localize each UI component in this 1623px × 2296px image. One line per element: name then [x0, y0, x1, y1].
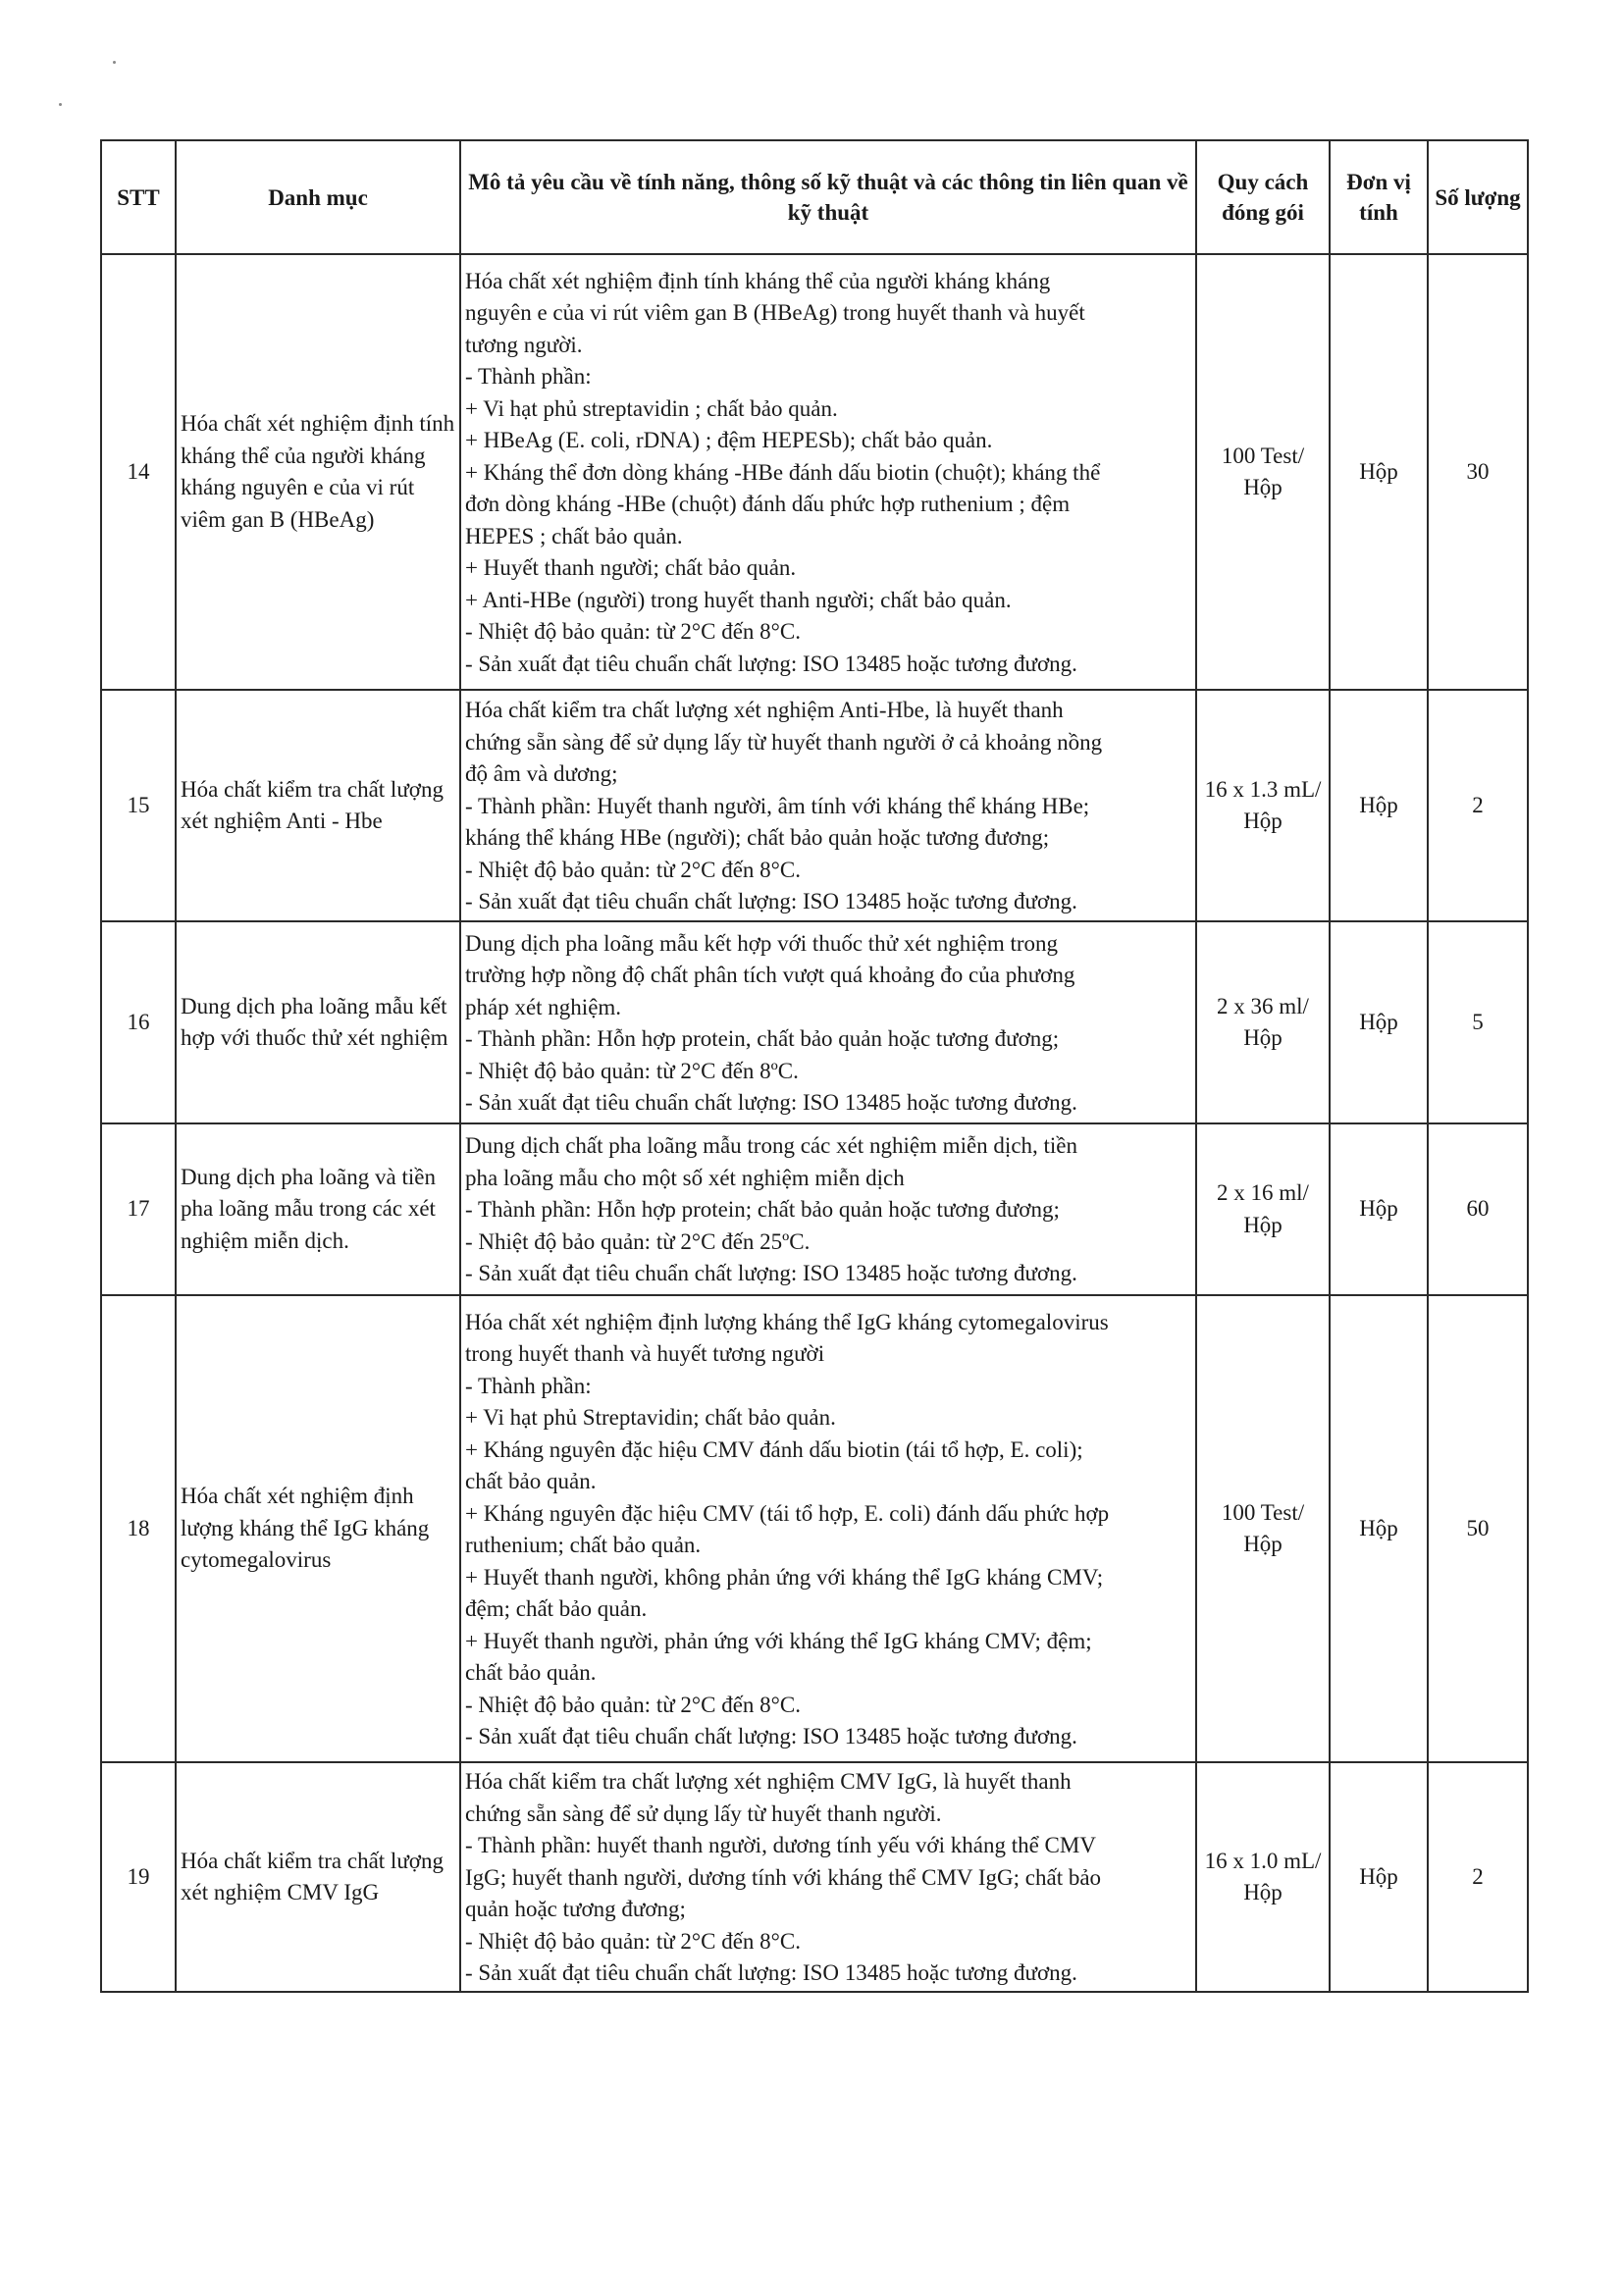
row-description: [460, 1762, 1196, 1992]
description-line: Hóa chất kiểm tra chất lượng xét nghiệm CMV IgG, là huyết thanh: [465, 1769, 1072, 1795]
scan-artifact: [59, 103, 62, 106]
row-packaging: 16 x 1.0 mL/ Hộp: [1196, 1762, 1330, 1992]
row-stt: 19: [101, 1762, 176, 1992]
description-line: - Sản xuất đạt tiêu chuẩn chất lượng: ISO 13485 hoặc tương đương.: [465, 889, 1077, 914]
row-unit: Hộp: [1330, 921, 1428, 1123]
description-line: - Thành phần:: [465, 364, 592, 390]
row-unit: Hộp: [1330, 1123, 1428, 1295]
scan-artifact: [113, 61, 116, 64]
description-line: - Nhiệt độ bảo quản: từ 2°C đến 8°C.: [465, 619, 801, 645]
description-line: nguyên e của vi rút viêm gan B (HBeAg) trong huyết thanh và huyết: [465, 300, 1085, 326]
description-line: Dung dịch chất pha loãng mẫu trong các xét nghiệm miễn dịch, tiền: [465, 1133, 1078, 1159]
header-stt: STT: [101, 140, 176, 254]
description-line: pháp xét nghiệm.: [465, 994, 622, 1019]
row-quantity: 50: [1428, 1295, 1528, 1762]
row-item-name: Hóa chất kiểm tra chất lượng xét nghiệm CMV IgG: [176, 1762, 460, 1992]
description-line: Dung dịch pha loãng mẫu kết hợp với thuốc thử xét nghiệm trong: [465, 930, 1059, 956]
description-line: Hóa chất xét nghiệm định tính kháng thể của người kháng kháng: [465, 268, 1051, 293]
description-line: IgG; huyết thanh người, dương tính với kháng thể CMV IgG; chất bảo: [465, 1864, 1102, 1890]
table-row: [101, 690, 1528, 921]
row-item-name: Hóa chất kiểm tra chất lượng xét nghiệm Anti - Hbe: [176, 690, 460, 921]
specification-table: [100, 139, 1529, 1993]
description-line: Hóa chất kiểm tra chất lượng xét nghiệm Anti-Hbe, là huyết thanh: [465, 698, 1064, 723]
row-unit: Hộp: [1330, 254, 1428, 690]
row-stt: 15: [101, 690, 176, 921]
description-line: - Nhiệt độ bảo quản: từ 2°C đến 25ºC.: [465, 1228, 811, 1254]
description-line: - Sản xuất đạt tiêu chuẩn chất lượng: ISO 13485 hoặc tương đương.: [465, 1960, 1077, 1986]
description-line: - Nhiệt độ bảo quản: từ 2°C đến 8°C.: [465, 1928, 801, 1954]
description-line: + Kháng thể đơn dòng kháng -HBe đánh dấu biotin (chuột); kháng thể: [465, 459, 1101, 485]
row-quantity: 2: [1428, 690, 1528, 921]
description-line: + HBeAg (E. coli, rDNA) ; đệm HEPESb); chất bảo quản.: [465, 428, 993, 453]
description-line: chứng sẵn sàng để sử dụng lấy từ huyết thanh người.: [465, 1800, 942, 1826]
description-line: + Huyết thanh người, phản ứng với kháng thể IgG kháng CMV; đệm;: [465, 1628, 1092, 1653]
description-line: Hóa chất xét nghiệm định lượng kháng thể IgG kháng cytomegalovirus: [465, 1309, 1109, 1334]
table-row: [101, 921, 1528, 1123]
row-packaging: 2 x 16 ml/ Hộp: [1196, 1123, 1330, 1295]
description-line: quản hoặc tương đương;: [465, 1897, 686, 1922]
row-stt: 16: [101, 921, 176, 1123]
row-item-name: Dung dịch pha loãng và tiền pha loãng mẫu trong các xét nghiệm miễn dịch.: [176, 1123, 460, 1295]
description-line: - Sản xuất đạt tiêu chuẩn chất lượng: ISO 13485 hoặc tương đương.: [465, 651, 1077, 676]
row-item-name: Dung dịch pha loãng mẫu kết hợp với thuốc thử xét nghiệm: [176, 921, 460, 1123]
description-line: chất bảo quản.: [465, 1660, 597, 1685]
header-don-vi: Đơn vị tính: [1330, 140, 1428, 254]
table-row: [101, 254, 1528, 690]
row-description: [460, 690, 1196, 921]
description-line: - Nhiệt độ bảo quản: từ 2°C đến 8ºC.: [465, 1058, 799, 1083]
description-line: - Thành phần: Huyết thanh người, âm tính với kháng thể kháng HBe;: [465, 793, 1090, 818]
row-unit: Hộp: [1330, 1295, 1428, 1762]
row-quantity: 60: [1428, 1123, 1528, 1295]
description-line: + Kháng nguyên đặc hiệu CMV đánh dấu biotin (tái tổ hợp, E. coli);: [465, 1436, 1083, 1462]
row-stt: 18: [101, 1295, 176, 1762]
description-line: - Thành phần: Hỗn hợp protein, chất bảo quản hoặc tương đương;: [465, 1026, 1060, 1051]
description-line: - Thành phần: huyết thanh người, dương tính yếu với kháng thể CMV: [465, 1833, 1096, 1858]
row-packaging: 100 Test/ Hộp: [1196, 254, 1330, 690]
description-line: chứng sẵn sàng để sử dụng lấy từ huyết thanh người ở cả khoảng nồng: [465, 729, 1103, 755]
description-line: + Vi hạt phủ Streptavidin; chất bảo quản.: [465, 1405, 836, 1430]
description-line: tương người.: [465, 332, 583, 357]
header-so-luong: Số lượng: [1428, 140, 1528, 254]
description-line: - Sản xuất đạt tiêu chuẩn chất lượng: ISO 13485 hoặc tương đương.: [465, 1261, 1077, 1286]
row-description: [460, 254, 1196, 690]
description-line: ruthenium; chất bảo quản.: [465, 1533, 702, 1557]
description-line: + Huyết thanh người; chất bảo quản.: [465, 555, 797, 581]
row-description: [460, 1295, 1196, 1762]
description-line: - Nhiệt độ bảo quản: từ 2°C đến 8°C.: [465, 1692, 801, 1717]
description-line: + Vi hạt phủ streptavidin ; chất bảo quản.: [465, 395, 838, 421]
description-line: độ âm và dương;: [465, 761, 618, 787]
table-row: [101, 1295, 1528, 1762]
description-line: chất bảo quản.: [465, 1469, 597, 1493]
row-packaging: 16 x 1.3 mL/ Hộp: [1196, 690, 1330, 921]
header-danh-muc: Danh mục: [176, 140, 460, 254]
row-quantity: 30: [1428, 254, 1528, 690]
row-unit: Hộp: [1330, 1762, 1428, 1992]
table-row: [101, 1123, 1528, 1295]
description-line: - Thành phần:: [465, 1373, 592, 1398]
description-line: - Thành phần: Hỗn hợp protein; chất bảo quản hoặc tương đương;: [465, 1197, 1060, 1223]
row-packaging: 2 x 36 ml/ Hộp: [1196, 921, 1330, 1123]
description-line: trường hợp nồng độ chất phân tích vượt quá khoảng đo của phương: [465, 963, 1075, 987]
row-stt: 17: [101, 1123, 176, 1295]
row-item-name: Hóa chất xét nghiệm định lượng kháng thể IgG kháng cytomegalovirus: [176, 1295, 460, 1762]
row-packaging: 100 Test/ Hộp: [1196, 1295, 1330, 1762]
header-quy-cach: Quy cách đóng gói: [1196, 140, 1330, 254]
table-row: [101, 1762, 1528, 1992]
description-line: đơn dòng kháng -HBe (chuột) đánh dấu phức hợp ruthenium ; đệm: [465, 492, 1071, 517]
description-line: - Sản xuất đạt tiêu chuẩn chất lượng: ISO 13485 hoặc tương đương.: [465, 1724, 1077, 1748]
row-quantity: 2: [1428, 1762, 1528, 1992]
table-header-row: [101, 140, 1528, 254]
row-item-name: Hóa chất xét nghiệm định tính kháng thể của người kháng kháng nguyên e của vi rút viêm gan B (HBeAg): [176, 254, 460, 690]
row-quantity: 5: [1428, 921, 1528, 1123]
description-line: + Kháng nguyên đặc hiệu CMV (tái tổ hợp, E. coli) đánh dấu phức hợp: [465, 1500, 1110, 1526]
description-line: - Sản xuất đạt tiêu chuẩn chất lượng: ISO 13485 hoặc tương đương.: [465, 1090, 1077, 1115]
description-line: + Huyết thanh người, không phản ứng với kháng thể IgG kháng CMV;: [465, 1564, 1104, 1590]
description-line: + Anti-HBe (người) trong huyết thanh người; chất bảo quản.: [465, 587, 1012, 612]
description-line: kháng thể kháng HBe (người); chất bảo quản hoặc tương đương;: [465, 825, 1050, 851]
description-line: pha loãng mẫu cho một số xét nghiệm miễn dịch: [465, 1165, 905, 1190]
description-line: HEPES ; chất bảo quản.: [465, 523, 683, 548]
row-stt: 14: [101, 254, 176, 690]
description-line: đệm; chất bảo quản.: [465, 1596, 648, 1621]
header-mo-ta: Mô tả yêu cầu về tính năng, thông số kỹ thuật và các thông tin liên quan về kỹ thuật: [460, 140, 1196, 254]
row-unit: Hộp: [1330, 690, 1428, 921]
row-description: [460, 1123, 1196, 1295]
row-description: [460, 921, 1196, 1123]
description-line: trong huyết thanh và huyết tương người: [465, 1341, 825, 1366]
description-line: - Nhiệt độ bảo quản: từ 2°C đến 8°C.: [465, 857, 801, 882]
